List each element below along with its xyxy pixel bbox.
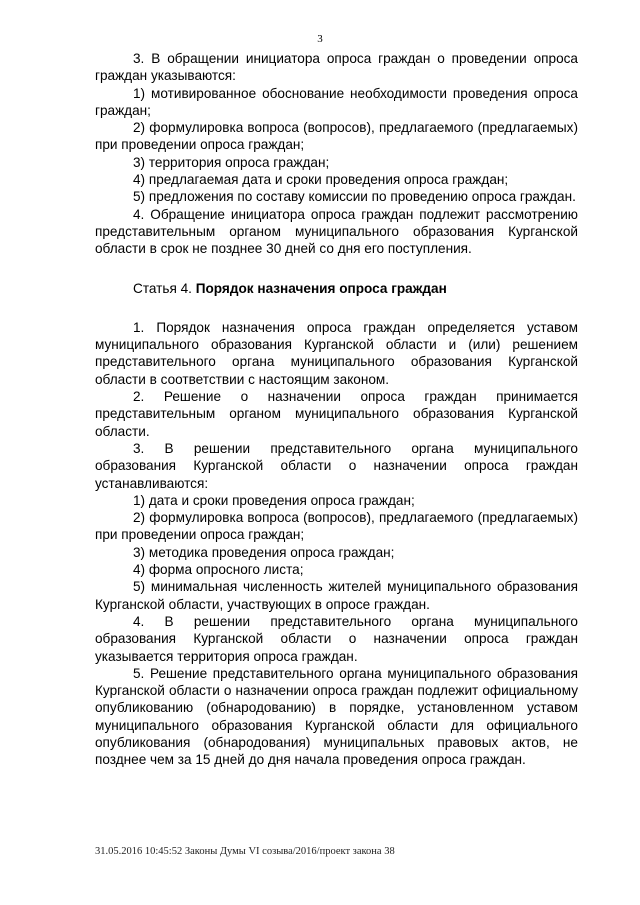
document-body bbox=[95, 50, 578, 769]
list-item: 4) форма опросного листа; bbox=[133, 562, 304, 578]
list-item: 3) территория опроса граждан; bbox=[133, 154, 330, 170]
paragraph: 4. В решении представительного органа муниципального образования Курганской области о назначении опроса граждан указывается территория опроса граждан. bbox=[95, 613, 578, 664]
paragraph: 3. В решении представительного органа муниципального образования Курганской области о назначении опроса граждан устанавливаются: bbox=[95, 440, 578, 491]
paragraph: 5. Решение представительного органа муниципального образования Курганской области о назначении опроса граждан подлежит официальному опубликованию (обнародованию) в порядке, установленном уставом муниципального образования Курганской области для официального опубликования (обнародования) муниципальных правовых актов, не позднее чем за 15 дней до дня начала проведения опроса граждан. bbox=[95, 665, 578, 768]
list-item: 3) методика проведения опроса граждан; bbox=[133, 544, 395, 560]
list-item: 1) дата и сроки проведения опроса граждан; bbox=[133, 492, 415, 508]
paragraph: 3. В обращении инициатора опроса граждан о проведении опроса граждан указываются: bbox=[95, 51, 578, 84]
list-item: 2) формулировка вопроса (вопросов), предлагаемого (предлагаемых) при проведении опроса граждан; bbox=[95, 510, 578, 543]
article-heading bbox=[95, 280, 578, 297]
article-prefix: Статья 4. bbox=[133, 280, 196, 296]
list-item: 4) предлагаемая дата и сроки проведения опроса граждан; bbox=[133, 172, 509, 188]
list-item: 5) минимальная численность жителей муниципального образования Курганской области, участвующих в опросе граждан. bbox=[95, 579, 578, 612]
document-footer: 31.05.2016 10:45:52 Законы Думы VI созыва/2016/проект закона 38 bbox=[95, 846, 395, 857]
article-title: Порядок назначения опроса граждан bbox=[195, 280, 447, 296]
paragraph: 1. Порядок назначения опроса граждан определяется уставом муниципального образования Курганской области и (или) решением представительного органа муниципального образования Курганской области в соответствии с настоящим законом. bbox=[95, 319, 578, 387]
paragraph: 2. Решение о назначении опроса граждан принимается представительным органом муниципального образования Курганской области. bbox=[95, 389, 578, 439]
list-item: 2) формулировка вопроса (вопросов), предлагаемого (предлагаемых) при проведении опроса граждан; bbox=[95, 120, 578, 153]
paragraph: 4. Обращение инициатора опроса граждан подлежит рассмотрению представительным органом муниципального образования Курганской области в срок не позднее 30 дней со дня его поступления. bbox=[95, 206, 578, 257]
page-number: 3 bbox=[317, 33, 323, 45]
list-item: 5) предложения по составу комиссии по проведению опроса граждан. bbox=[133, 189, 576, 205]
list-item: 1) мотивированное обоснование необходимости проведения опроса граждан; bbox=[95, 85, 578, 118]
